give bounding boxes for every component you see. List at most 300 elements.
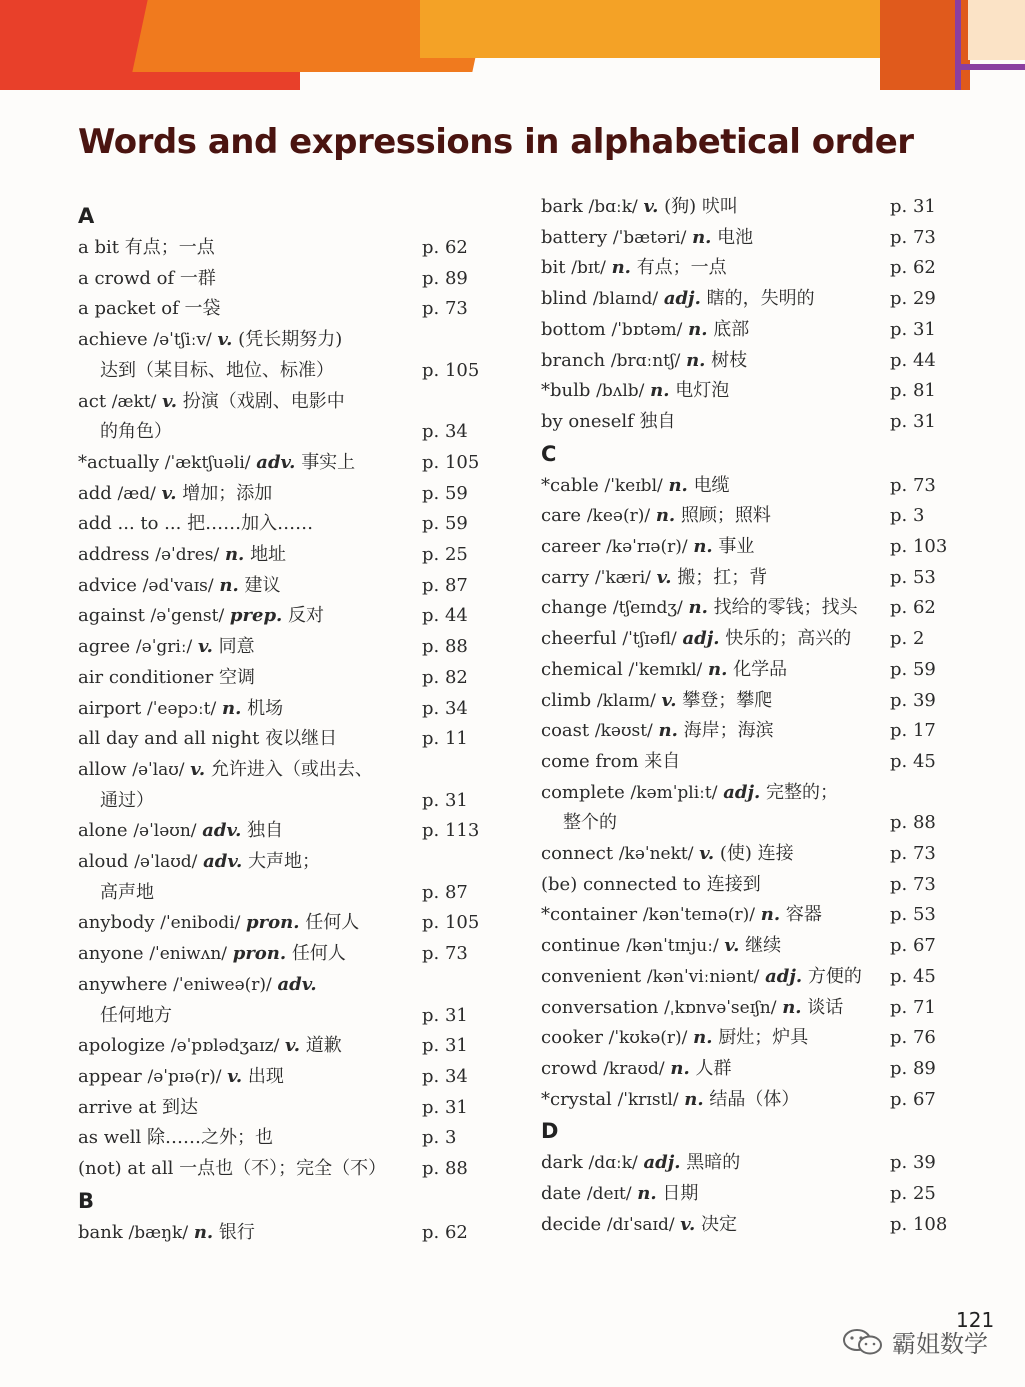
entry-page-ref: p. 88 (422, 636, 468, 658)
entry-part-of-speech: n. (688, 597, 708, 619)
entry-word: *actually (78, 451, 160, 473)
entry-definition: 通过） (100, 789, 154, 811)
entry-line (78, 448, 422, 479)
entry-phonetic: /keə(r)/ (586, 506, 651, 527)
glossary-entry (78, 601, 488, 632)
entry-page-ref: p. 45 (890, 965, 936, 987)
entry-word: agree (78, 636, 131, 658)
entry-phonetic: /kəˈnekt/ (618, 844, 694, 865)
entry-part-of-speech: pron. (232, 943, 287, 965)
entry-definition: 任何人 (305, 912, 360, 934)
entry-phonetic: /ˈbætəri/ (612, 227, 687, 248)
entry-page-ref: p. 62 (422, 237, 468, 258)
entry-word: *bulb (541, 380, 591, 402)
entry-line (78, 786, 422, 817)
entry-phonetic: /kraʊd/ (603, 1058, 665, 1079)
entry-page-ref: p. 89 (422, 267, 468, 289)
entry-definition: 达到（某目标、地位、标准） (100, 359, 334, 381)
entry-word: (not) at all (78, 1158, 174, 1180)
entry-part-of-speech: adj. (663, 288, 701, 310)
entry-text (541, 1210, 890, 1241)
entry-text (541, 315, 890, 346)
entry-part-of-speech: adv. (202, 820, 242, 842)
entry-phonetic: /əˈdres/ (155, 545, 220, 566)
entry-phonetic: /kənˈviːniənt/ (646, 966, 760, 987)
entry-page-ref: p. 25 (890, 1183, 936, 1205)
entry-page-ref: p. 53 (890, 566, 936, 588)
entry-line (541, 1179, 890, 1210)
entry-definition: 反对 (288, 605, 325, 627)
entry-part-of-speech: n. (668, 474, 688, 496)
entry-text (541, 223, 890, 254)
entry-word: continue (541, 935, 621, 957)
entry-part-of-speech: v. (198, 636, 213, 658)
entry-page-ref: p. 31 (422, 1096, 468, 1118)
entry-phonetic: /ədˈvaɪs/ (142, 575, 214, 596)
glossary-entry (78, 1062, 488, 1093)
entry-page-ref: p. 31 (890, 410, 936, 432)
entry-text (78, 479, 422, 510)
entry-line (541, 471, 890, 502)
entry-page-ref: p. 62 (422, 1221, 468, 1243)
entry-line (78, 294, 422, 325)
entry-line (78, 1001, 422, 1032)
entry-definition: 事业 (718, 536, 755, 558)
entry-page-ref: p. 29 (890, 288, 936, 310)
glossary-entry (541, 778, 956, 839)
entry-word: a crowd of (78, 267, 175, 289)
entry-phonetic: /kəˈrɪə(r)/ (606, 537, 688, 558)
entry-text (78, 571, 422, 602)
entry-part-of-speech: v. (162, 390, 178, 412)
entry-page-ref: p. 53 (890, 904, 936, 926)
entry-line (78, 417, 422, 448)
entry-definition: 机场 (247, 697, 284, 719)
entry-phonetic: /klaɪm/ (596, 690, 656, 711)
entry-part-of-speech: v. (724, 935, 740, 957)
glossary-entry (78, 1154, 488, 1185)
entry-page-ref: p. 105 (422, 912, 480, 934)
entry-part-of-speech: n. (221, 697, 242, 719)
entry-line (78, 755, 422, 786)
glossary-entry (78, 908, 488, 939)
entry-text (541, 624, 890, 655)
entry-page-ref: p. 31 (890, 318, 936, 340)
entry-text (541, 563, 890, 594)
entry-word: dark (541, 1152, 583, 1174)
entry-definition: 建议 (244, 574, 281, 596)
left-column (78, 200, 488, 1249)
entry-definition: 一群 (179, 267, 216, 289)
glossary-entry (541, 1210, 956, 1241)
glossary-entry (541, 655, 956, 686)
entry-text (541, 1054, 890, 1085)
entry-page-ref: p. 2 (890, 628, 925, 650)
entry-definition: 高声地 (100, 881, 154, 903)
entry-part-of-speech: adj. (765, 965, 803, 987)
entry-line (541, 931, 890, 962)
entry-part-of-speech: n. (611, 257, 631, 279)
entry-part-of-speech: n. (686, 349, 706, 371)
entry-page-ref: p. 59 (422, 513, 468, 535)
entry-phonetic: /bɑːk/ (588, 197, 638, 217)
glossary-entry (78, 724, 488, 755)
decorative-header-banner (0, 0, 1025, 90)
entry-line (78, 939, 422, 970)
entry-word: climb (541, 689, 592, 711)
glossary-entry (78, 847, 488, 908)
entry-definition: (凭长期努力) (238, 329, 343, 351)
entry-part-of-speech: prep. (229, 605, 283, 627)
entry-text (541, 716, 890, 747)
entry-page-ref: p. 73 (890, 226, 936, 248)
entry-text (78, 387, 422, 448)
entry-definition: 事实上 (301, 451, 356, 473)
glossary-entry (541, 315, 956, 346)
entry-word: convenient (541, 965, 642, 987)
entry-line (541, 870, 890, 901)
entry-text (78, 816, 422, 847)
entry-word: carry (541, 566, 590, 588)
glossary-entry (541, 192, 956, 223)
glossary-entry (541, 993, 956, 1024)
entry-page-ref: p. 45 (890, 750, 936, 772)
entry-phonetic: /bæŋk/ (128, 1222, 189, 1243)
entry-definition: 一点也（不）；完全（不） (179, 1158, 387, 1180)
entry-page-ref: p. 113 (422, 820, 480, 842)
entry-page-ref: p. 11 (422, 728, 468, 750)
entry-phonetic: /əˈgriː/ (135, 637, 193, 658)
entry-page-ref: p. 67 (890, 935, 936, 957)
entry-part-of-speech: n. (670, 1057, 690, 1079)
entry-text (541, 471, 890, 502)
entry-text (541, 376, 890, 407)
section-letter: C (541, 441, 557, 466)
entry-line (541, 563, 890, 594)
entry-word: *cable (541, 474, 599, 496)
entry-page-ref: p. 73 (890, 474, 936, 496)
glossary-entry (78, 540, 488, 571)
entry-definition: 化学品 (733, 658, 788, 680)
wechat-icon (842, 1327, 884, 1357)
entry-phonetic: /dɑːk/ (588, 1153, 638, 1174)
entry-text (541, 407, 890, 438)
entry-word: anybody (78, 912, 155, 934)
entry-definition: 黑暗的 (686, 1152, 741, 1174)
entry-definition: 一袋 (184, 298, 221, 320)
entry-part-of-speech: adj. (682, 628, 720, 650)
entry-definition: 任何人 (291, 943, 346, 965)
entry-word: bank (78, 1221, 123, 1243)
glossary-entry (541, 624, 956, 655)
entry-part-of-speech: n. (655, 505, 676, 527)
entry-page-ref: p. 108 (890, 1213, 948, 1235)
entry-word: aloud (78, 851, 129, 873)
entry-word: airport (78, 697, 142, 719)
entry-word: chemical (541, 658, 623, 680)
entry-definition: 把……加入…… (187, 513, 314, 535)
entry-text (78, 294, 422, 325)
entry-text (541, 747, 890, 778)
entry-page-ref: p. 71 (890, 996, 936, 1018)
glossary-entry (78, 1218, 488, 1249)
entry-definition: 任何地方 (100, 1004, 172, 1026)
entry-text (78, 663, 422, 694)
entry-text (78, 509, 422, 540)
entry-word: as well (78, 1127, 142, 1149)
glossary-entry (78, 632, 488, 663)
entry-part-of-speech: n. (692, 226, 712, 248)
entry-part-of-speech: n. (224, 544, 245, 566)
entry-text (78, 724, 422, 755)
watermark-text: 霸姐数学 (892, 1330, 988, 1358)
entry-definition: 大声地； (248, 851, 321, 873)
entry-definition: 出现 (247, 1065, 284, 1087)
entry-part-of-speech: adv. (256, 451, 296, 473)
entry-word: act (78, 390, 107, 412)
entry-text (541, 501, 890, 532)
entry-definition: 的角色） (100, 421, 172, 443)
entry-part-of-speech: adj. (643, 1152, 681, 1174)
entry-phonetic: /ˈkemɪkl/ (628, 659, 703, 680)
glossary-entry (541, 501, 956, 532)
entry-page-ref: p. 39 (890, 1152, 936, 1174)
entry-line (541, 532, 890, 563)
entry-word: *container (541, 904, 638, 926)
entry-line (541, 284, 890, 315)
glossary-entry (78, 509, 488, 540)
entry-page-ref: p. 31 (422, 1035, 468, 1057)
entry-page-ref: p. 73 (890, 873, 936, 895)
entry-text (78, 264, 422, 295)
entry-line (541, 716, 890, 747)
entry-word: bark (541, 196, 583, 217)
entry-text (541, 655, 890, 686)
entry-phonetic: /əˈgenst/ (150, 606, 225, 627)
entry-line (78, 970, 422, 1001)
entry-page-ref: p. 31 (422, 1004, 468, 1026)
entry-definition: 结晶（体） (709, 1088, 800, 1110)
entry-text (78, 847, 422, 908)
entry-text (541, 346, 890, 377)
entry-line (541, 1023, 890, 1054)
entry-line (541, 900, 890, 931)
entry-part-of-speech: adv. (277, 973, 317, 995)
entry-text (78, 1062, 422, 1093)
entry-phonetic: /dɪˈsaɪd/ (606, 1214, 675, 1235)
entry-text (78, 632, 422, 663)
glossary-entry (78, 1031, 488, 1062)
entry-definition: 海岸；海滨 (683, 720, 774, 742)
entry-word: care (541, 505, 582, 527)
entry-text (541, 192, 890, 223)
entry-word: add ... to ... (78, 513, 182, 535)
entry-definition: 决定 (700, 1213, 737, 1235)
entry-text (541, 593, 890, 624)
entry-line (78, 1123, 422, 1154)
entry-page-ref: p. 44 (422, 605, 468, 627)
glossary-entry (78, 816, 488, 847)
entry-text (541, 532, 890, 563)
entry-definition: 厨灶；炉具 (718, 1027, 809, 1049)
entry-definition: 电灯泡 (675, 380, 730, 402)
entry-word: crowd (541, 1057, 598, 1079)
entry-page-ref: p. 34 (422, 421, 468, 443)
entry-part-of-speech: n. (782, 996, 802, 1018)
entry-page-ref: p. 73 (890, 843, 936, 865)
entry-page-ref: p. 34 (422, 697, 468, 719)
entry-word: apologize (78, 1035, 166, 1057)
entry-phonetic: /ˌkɒnvəˈseɪʃn/ (664, 997, 777, 1018)
entry-part-of-speech: v. (227, 1065, 243, 1087)
entry-line (541, 962, 890, 993)
entry-word: anywhere (78, 973, 168, 995)
entry-part-of-speech: n. (684, 1088, 704, 1110)
entry-phonetic: /əˈlaʊd/ (134, 852, 198, 873)
entry-page-ref: p. 82 (422, 666, 468, 688)
entry-line (78, 479, 422, 510)
entry-definition: (狗) 吠叫 (664, 196, 738, 217)
entry-part-of-speech: v. (285, 1035, 300, 1057)
glossary-entry (78, 694, 488, 725)
glossary-entry (78, 387, 488, 448)
entry-part-of-speech: v. (680, 1213, 696, 1235)
entry-line (78, 663, 422, 694)
glossary-entry (541, 346, 956, 377)
entry-text (78, 1031, 422, 1062)
entry-definition: 整个的 (563, 812, 617, 834)
entry-word: (be) connected to (541, 873, 701, 895)
entry-definition: 电缆 (693, 474, 730, 496)
entry-page-ref: p. 31 (422, 789, 468, 811)
entry-text (541, 870, 890, 901)
entry-text (541, 686, 890, 717)
entry-line (78, 264, 422, 295)
entry-phonetic: /əˈpɪə(r)/ (147, 1066, 222, 1087)
entry-line (541, 993, 890, 1024)
entry-phonetic: /ˈeəpɔːt/ (147, 698, 217, 719)
glossary-entry (541, 870, 956, 901)
entry-line (78, 1062, 422, 1093)
entry-phonetic: /ækt/ (111, 391, 157, 412)
section-letter: A (78, 204, 95, 228)
entry-line (541, 624, 890, 655)
entry-text (78, 1218, 422, 1249)
glossary-entry (541, 839, 956, 870)
entry-line (541, 407, 890, 438)
entry-text (541, 900, 890, 931)
entry-word: bottom (541, 318, 606, 340)
glossary-entry (541, 376, 956, 407)
glossary-entry (541, 1054, 956, 1085)
entry-part-of-speech: n. (637, 1183, 657, 1205)
entry-word: all day and all night (78, 728, 260, 750)
entry-line (541, 315, 890, 346)
entry-definition: 方便的 (807, 965, 862, 987)
entry-definition: 谈话 (807, 996, 844, 1018)
entry-word: date (541, 1183, 582, 1205)
entry-definition: (使) 连接 (719, 843, 794, 865)
entry-word: bit (541, 257, 566, 279)
entry-line (78, 878, 422, 909)
entry-line (78, 816, 422, 847)
entry-definition: 夜以继日 (265, 728, 338, 750)
entry-line (78, 1218, 422, 1249)
entry-word: connect (541, 843, 614, 865)
entry-definition: 除……之外；也 (147, 1127, 273, 1149)
glossary-entry (541, 284, 956, 315)
entry-phonetic: /kənˈteɪnə(r)/ (642, 905, 755, 926)
glossary-entry (78, 1123, 488, 1154)
entry-definition: 日期 (662, 1183, 699, 1205)
entry-text (78, 540, 422, 571)
entry-word: conversation (541, 996, 659, 1018)
entry-page-ref: p. 105 (422, 451, 480, 473)
entry-part-of-speech: v. (190, 758, 206, 780)
entry-page-ref: p. 81 (890, 380, 936, 402)
entry-text (78, 325, 422, 386)
section-letter: B (78, 1188, 95, 1213)
glossary-entry (541, 223, 956, 254)
entry-line (78, 908, 422, 939)
glossary-entry (541, 593, 956, 624)
entry-phonetic: /ˈkʊkə(r)/ (608, 1028, 688, 1049)
entry-definition: 地址 (250, 544, 287, 566)
entry-text (78, 755, 422, 816)
entry-line (541, 223, 890, 254)
entry-text (78, 233, 422, 264)
entry-word: cheerful (541, 628, 617, 650)
entry-line (541, 1148, 890, 1179)
entry-line (78, 540, 422, 571)
entry-line (78, 356, 422, 387)
entry-text (541, 839, 890, 870)
entry-word: complete (541, 781, 625, 803)
entry-word: arrive at (78, 1096, 157, 1118)
entry-line (541, 1054, 890, 1085)
entry-line (78, 632, 422, 663)
entry-page-ref: p. 87 (422, 574, 468, 596)
glossary-entry (541, 747, 956, 778)
entry-word: career (541, 536, 601, 558)
entry-line (78, 847, 422, 878)
entry-page-ref: p. 76 (890, 1027, 936, 1049)
entry-word: come from (541, 750, 639, 772)
entry-part-of-speech: adv. (203, 851, 243, 873)
entry-definition: 银行 (218, 1221, 255, 1243)
entry-part-of-speech: n. (658, 720, 678, 742)
entry-text (78, 1093, 422, 1124)
entry-word: decide (541, 1213, 602, 1235)
entry-phonetic: /ˈeniweə(r)/ (173, 974, 272, 995)
entry-page-ref: p. 73 (422, 298, 468, 320)
entry-line (78, 387, 422, 418)
entry-definition: 电池 (717, 226, 754, 248)
glossary-entry (78, 448, 488, 479)
glossary-entry (78, 479, 488, 510)
entry-definition: 扮演（戏剧、电影中 (182, 390, 345, 412)
glossary-entry (541, 931, 956, 962)
entry-page-ref: p. 59 (422, 482, 468, 504)
entry-part-of-speech: v. (643, 196, 659, 217)
glossary-entry (78, 233, 488, 264)
entry-line (541, 839, 890, 870)
entry-text (78, 970, 422, 1031)
page-number: 121 (956, 1308, 995, 1332)
entry-phonetic: /ˈkrɪstl/ (617, 1089, 679, 1110)
entry-page-ref: p. 17 (890, 720, 936, 742)
entry-text (541, 253, 890, 284)
